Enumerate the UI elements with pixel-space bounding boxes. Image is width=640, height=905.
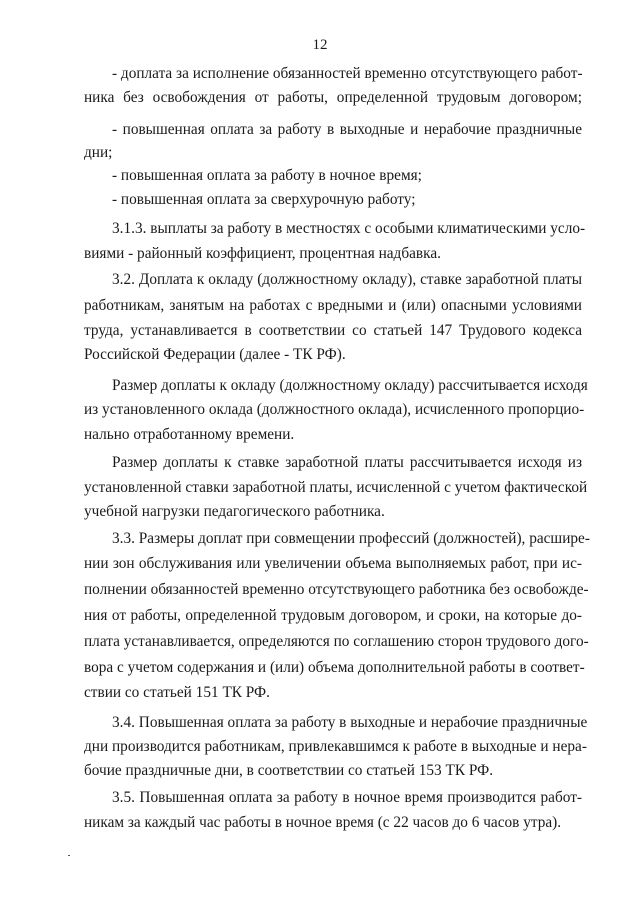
text-line: 3.4. Повышенная оплата за работу в выходные и нерабочие праздничные xyxy=(112,714,588,731)
text-line: дни производится работникам, привлекавшимся к работе в выходные и нера- xyxy=(84,738,587,755)
text-line: Размер доплаты к ставке заработной платы рассчитывается исходя из xyxy=(112,454,582,471)
text-line: - повышенная оплата за работу в выходные и нерабочие праздничные xyxy=(112,121,582,138)
text-line: вора с учетом содержания и (или) объема дополнительной работы в соответ- xyxy=(84,659,585,676)
text-line: дни; xyxy=(84,144,113,161)
text-line: установленной ставки заработной платы, исчисленной с учетом фактической xyxy=(84,479,588,496)
text-line: 3.2. Доплата к окладу (должностному окладу), ставке заработной платы xyxy=(112,271,582,288)
text-line: ствии со статьей 151 ТК РФ. xyxy=(84,684,270,701)
text-line: - доплата за исполнение обязанностей временно отсутствующего работ- xyxy=(112,65,583,82)
text-line: виями - районный коэффициент, процентная надбавка. xyxy=(84,245,441,262)
text-line: полнении обязанностей временно отсутствующего работника без освобожде- xyxy=(84,581,589,598)
text-line: - повышенная оплата за сверхурочную работу; xyxy=(112,191,416,208)
text-line: труда, устанавливается в соответствии со статьей 147 Трудового кодекса xyxy=(84,322,582,339)
text-line: учебной нагрузки педагогического работника. xyxy=(84,503,385,520)
text-line: 3.5. Повышенная оплата за работу в ночное время производится работ- xyxy=(112,789,582,806)
text-line: ния от работы, определенной трудовым договором, и сроки, на которые до- xyxy=(84,607,582,624)
page-number: 12 xyxy=(312,37,328,53)
text-line: Размер доплаты к окладу (должностному окладу) рассчитывается исходя xyxy=(112,377,588,394)
text-line: работникам, занятым на работах с вредными и (или) опасными условиями xyxy=(84,297,582,314)
text-line: нально отработанному времени. xyxy=(84,426,295,443)
text-line: плата устанавливается, определяются по соглашению сторон трудового дого- xyxy=(84,633,589,650)
text-line: Российской Федерации (далее - ТК РФ). xyxy=(84,346,346,363)
text-line: бочие праздничные дни, в соответствии со статьей 153 ТК РФ. xyxy=(84,762,494,779)
text-line: никам за каждый час работы в ночное время (с 22 часов до 6 часов утра). xyxy=(84,814,562,831)
text-line: 3.1.3. выплаты за работу в местностях с особыми климатическими усло- xyxy=(112,220,586,237)
text-line: из установленного оклада (должностного оклада), исчисленного пропорцио- xyxy=(84,401,585,418)
text-line: - повышенная оплата за работу в ночное время; xyxy=(112,167,422,184)
text-line: 3.3. Размеры доплат при совмещении профессий (должностей), расшире- xyxy=(112,530,590,547)
scan-speck xyxy=(68,855,70,856)
text-line: нии зон обслуживания или увеличении объема выполняемых работ, при ис- xyxy=(84,555,582,572)
text-line: ника без освобождения от работы, определенной трудовым договором; xyxy=(84,89,582,106)
